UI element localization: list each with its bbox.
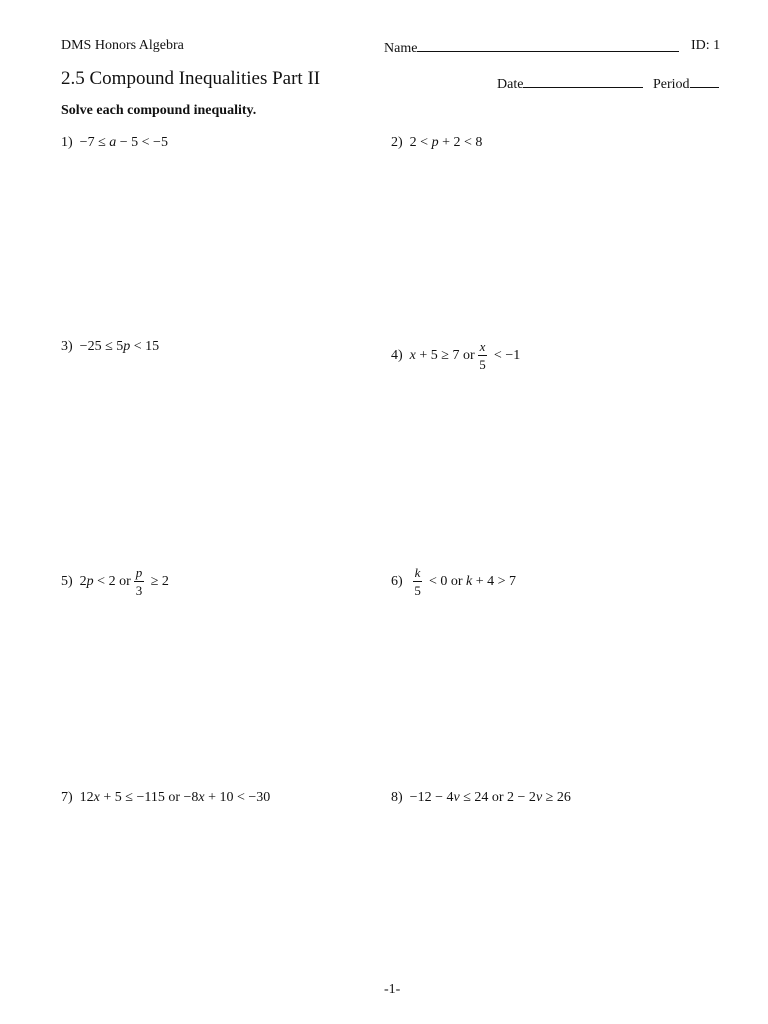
fraction-numerator: p xyxy=(135,565,143,580)
problem-number: 5) xyxy=(61,573,73,589)
problem-text: < −1 xyxy=(490,347,521,363)
period-blank[interactable] xyxy=(690,74,719,88)
problem-number: 6) xyxy=(391,573,403,589)
problem-text: + 5 ≤ −115 or −8 xyxy=(99,790,199,805)
problem-text: −7 ≤ xyxy=(79,135,110,150)
problem-text: ≥ 2 xyxy=(147,573,169,589)
problem-number: 4) xyxy=(391,347,403,363)
problem-variable: x xyxy=(198,790,205,805)
problem-7 xyxy=(61,790,270,806)
problem-text: −25 ≤ 5 xyxy=(79,339,124,354)
problem-6 xyxy=(391,566,516,597)
problem-text: 2 xyxy=(79,573,87,589)
problem-text: − 5 < −5 xyxy=(116,135,168,150)
period-field[interactable] xyxy=(653,74,719,93)
problem-text: + 2 < 8 xyxy=(438,135,483,150)
fraction-numerator: x xyxy=(479,339,486,354)
worksheet-id: ID: 1 xyxy=(691,38,721,53)
problem-text: −12 − 4 xyxy=(409,790,454,805)
problem-variable: x xyxy=(409,347,416,363)
fraction xyxy=(478,340,488,371)
problem-number: 3) xyxy=(61,339,73,354)
problem-number: 7) xyxy=(61,790,73,805)
page-number: -1- xyxy=(384,982,401,997)
problem-variable: x xyxy=(93,790,100,805)
problem-variable: p xyxy=(86,573,94,589)
fraction-denominator: 3 xyxy=(135,583,143,598)
name-blank[interactable] xyxy=(417,38,679,52)
fraction-denominator: 5 xyxy=(414,583,421,598)
problem-variable: p xyxy=(431,135,439,150)
problem-5 xyxy=(61,566,169,597)
problem-text: + 5 ≥ 7 or xyxy=(415,347,475,363)
problem-text: < 2 or xyxy=(93,573,131,589)
problem-variable: v xyxy=(535,790,543,805)
date-blank[interactable] xyxy=(523,74,643,88)
problem-number: 1) xyxy=(61,135,73,150)
problem-text: < 0 or xyxy=(425,573,467,589)
problem-8 xyxy=(391,790,571,806)
fraction-denominator: 5 xyxy=(479,357,486,372)
problem-text: 12 xyxy=(79,790,94,805)
fraction xyxy=(413,566,423,597)
problem-text: ≥ 26 xyxy=(542,790,571,805)
date-field[interactable] xyxy=(497,74,643,93)
fraction xyxy=(134,566,145,597)
problem-number: 8) xyxy=(391,790,403,805)
name-field[interactable] xyxy=(384,38,679,57)
period-label: Period xyxy=(653,77,690,92)
date-label: Date xyxy=(497,77,524,92)
problem-2 xyxy=(391,135,482,151)
problem-variable: p xyxy=(123,339,131,354)
course-name: DMS Honors Algebra xyxy=(61,38,184,53)
problem-4 xyxy=(391,340,520,371)
problem-variable: v xyxy=(453,790,460,805)
instructions: Solve each compound inequality. xyxy=(61,103,257,118)
problem-variable: a xyxy=(109,135,117,150)
name-label: Name xyxy=(384,41,418,56)
problem-text: + 4 > 7 xyxy=(472,573,517,589)
problem-3 xyxy=(61,339,159,355)
page-title: 2.5 Compound Inequalities Part II xyxy=(61,68,321,89)
problem-variable: k xyxy=(466,573,473,589)
problem-text: ≤ 24 or 2 − 2 xyxy=(459,790,536,805)
problem-text: < 15 xyxy=(130,339,160,354)
problem-text: 2 < xyxy=(409,135,432,150)
problem-number: 2) xyxy=(391,135,403,150)
fraction-numerator: k xyxy=(414,565,421,580)
problem-text: + 10 < −30 xyxy=(204,790,271,805)
problem-1 xyxy=(61,135,168,151)
